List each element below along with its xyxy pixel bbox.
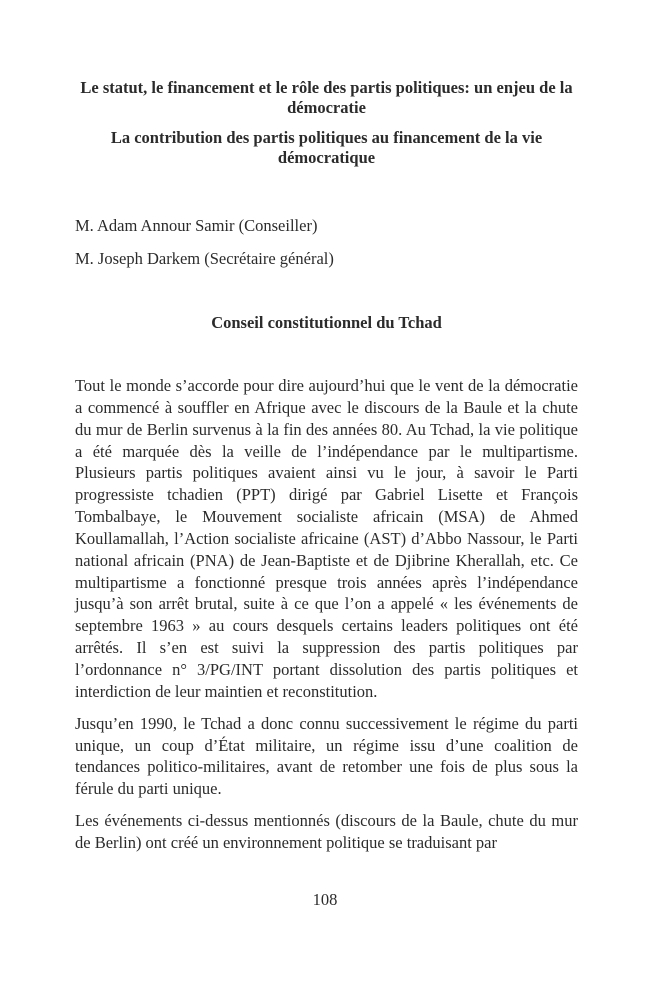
body-text xyxy=(75,375,578,854)
authors-block xyxy=(75,216,578,269)
document-subtitle: La contribution des partis politiques au financement de la vie démocratique xyxy=(110,128,543,167)
author-name: M. Joseph Darkem (Secrétaire général) xyxy=(75,249,334,268)
paragraph: Tout le monde s’accorde pour dire aujourd’hui que le vent de la démocratie a commencé à souffler en Afrique avec le discours de la Baule et la chute du mur de Berlin survenus à la fin des années 80. Au Tchad, la vie politique a été marquée dès la veille de l’indépendance par le multipartisme. Plusieurs partis politiques avaient ainsi vu le jour, à savoir le Parti progressiste tchadien (PPT) dirigé par Gabriel Lisette et François Tombalbaye, le Mouvement socialiste africain (MSA) de Ahmed Koullamallah, l’Action socialiste africaine (AST) d’Abbo Nassour, le Parti national africain (PNA) de Jean-Baptiste et de Djibrine Kherallah, etc. Ce multipartisme a fonctionné presque trois années après l’indépendance jusqu’à son arrêt brutal, suite à ce que l’on a appelé « les événements de septembre 1963 » au cours desquels certains leaders politiques ont été arrêtés. Il s’en est suivi la suppression des partis politiques par l’ordonnance n° 3/PG/INT portant dissolution des partis politiques et interdiction de leur maintien et reconstitution. xyxy=(75,376,578,701)
paragraph: Jusqu’en 1990, le Tchad a donc connu successivement le régime du parti unique, un coup d’État militaire, un régime issu d’une coalition de tendances politico-militaires, avant de retomber une fois de plus sous la férule du parti unique. xyxy=(75,713,578,799)
page-content xyxy=(75,78,578,864)
page-number: 108 xyxy=(312,890,338,909)
author-name: M. Adam Annour Samir (Conseiller) xyxy=(75,216,318,235)
paragraph: Les événements ci-dessus mentionnés (discours de la Baule, chute du mur de Berlin) ont créé un environnement politique se traduisant par xyxy=(75,811,578,852)
institution-heading: Conseil constitutionnel du Tchad xyxy=(211,313,442,332)
document-title: Le statut, le financement et le rôle des partis politiques: un enjeu de la démocratie xyxy=(80,78,573,117)
